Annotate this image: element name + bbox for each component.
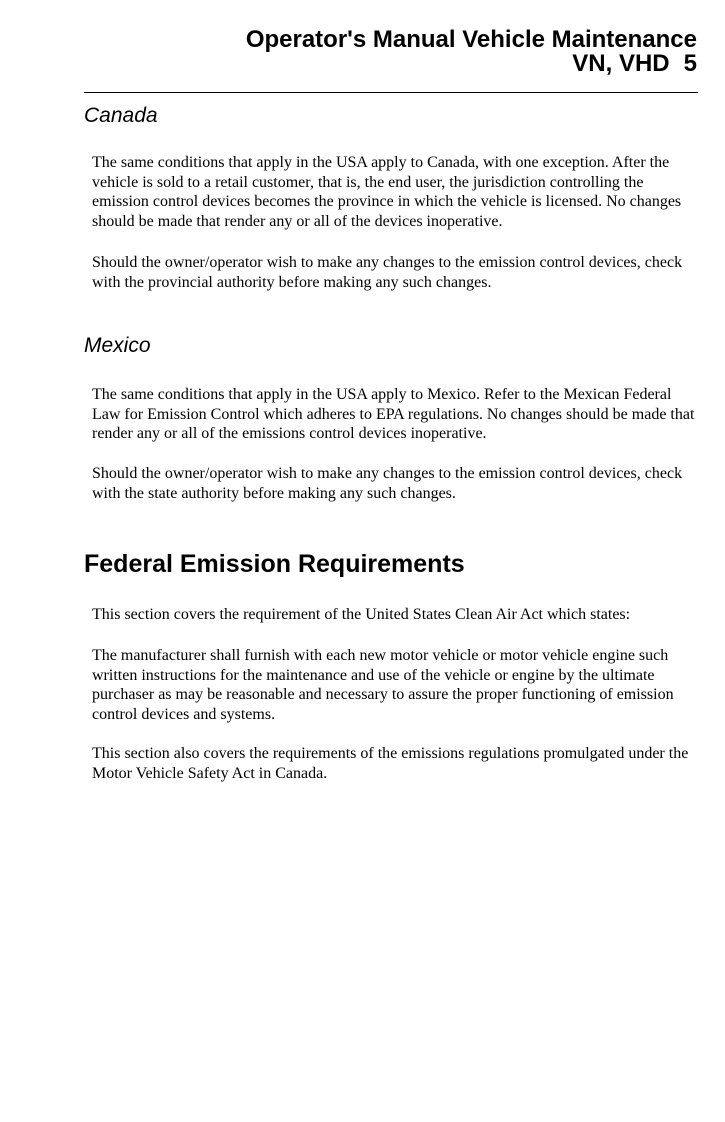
page-number: 5: [683, 50, 697, 77]
section-heading-canada: Canada: [84, 104, 158, 127]
federal-paragraph-3: This section also covers the requirements of the emissions regulations promulgated under the Motor Vehicle Safety Act in Canada.: [92, 745, 689, 782]
header-model-line: [246, 52, 697, 76]
federal-paragraph-2: The manufacturer shall furnish with each new motor vehicle or motor vehicle engine such written instructions for the maintenance and use of the vehicle or engine by the ultimate purchaser as may be reasonable and necessary to assure the proper functioning of emission control devices and systems.: [92, 647, 674, 723]
model-label: VN, VHD: [572, 50, 670, 77]
mexico-paragraph-1: The same conditions that apply in the USA apply to Mexico. Refer to the Mexican Federal Law for Emission Control which adheres to EPA regulations. No changes should be made that render any or all of the emissions control devices inoperative.: [92, 386, 695, 442]
federal-paragraph-1: This section covers the requirement of the United States Clean Air Act which states:: [92, 606, 631, 623]
header-divider: [84, 92, 698, 93]
section-heading-federal: Federal Emission Requirements: [84, 550, 465, 578]
section-heading-mexico: Mexico: [84, 334, 151, 357]
manual-title: Operator's Manual Vehicle Maintenance: [245, 26, 697, 53]
mexico-paragraph-2: Should the owner/operator wish to make any changes to the emission control devices, check with the state authority before making any such changes.: [92, 465, 683, 502]
canada-paragraph-2: Should the owner/operator wish to make any changes to the emission control devices, check with the provincial authority before making any such changes.: [92, 254, 683, 291]
canada-paragraph-1: The same conditions that apply in the USA apply to Canada, with one exception. After the vehicle is sold to a retail customer, that is, the end user, the jurisdiction controlling the emission control devices becomes the province in which the vehicle is licensed. No changes should be made that render any or all of the devices inoperative.: [92, 154, 682, 230]
page-header: [246, 28, 697, 76]
